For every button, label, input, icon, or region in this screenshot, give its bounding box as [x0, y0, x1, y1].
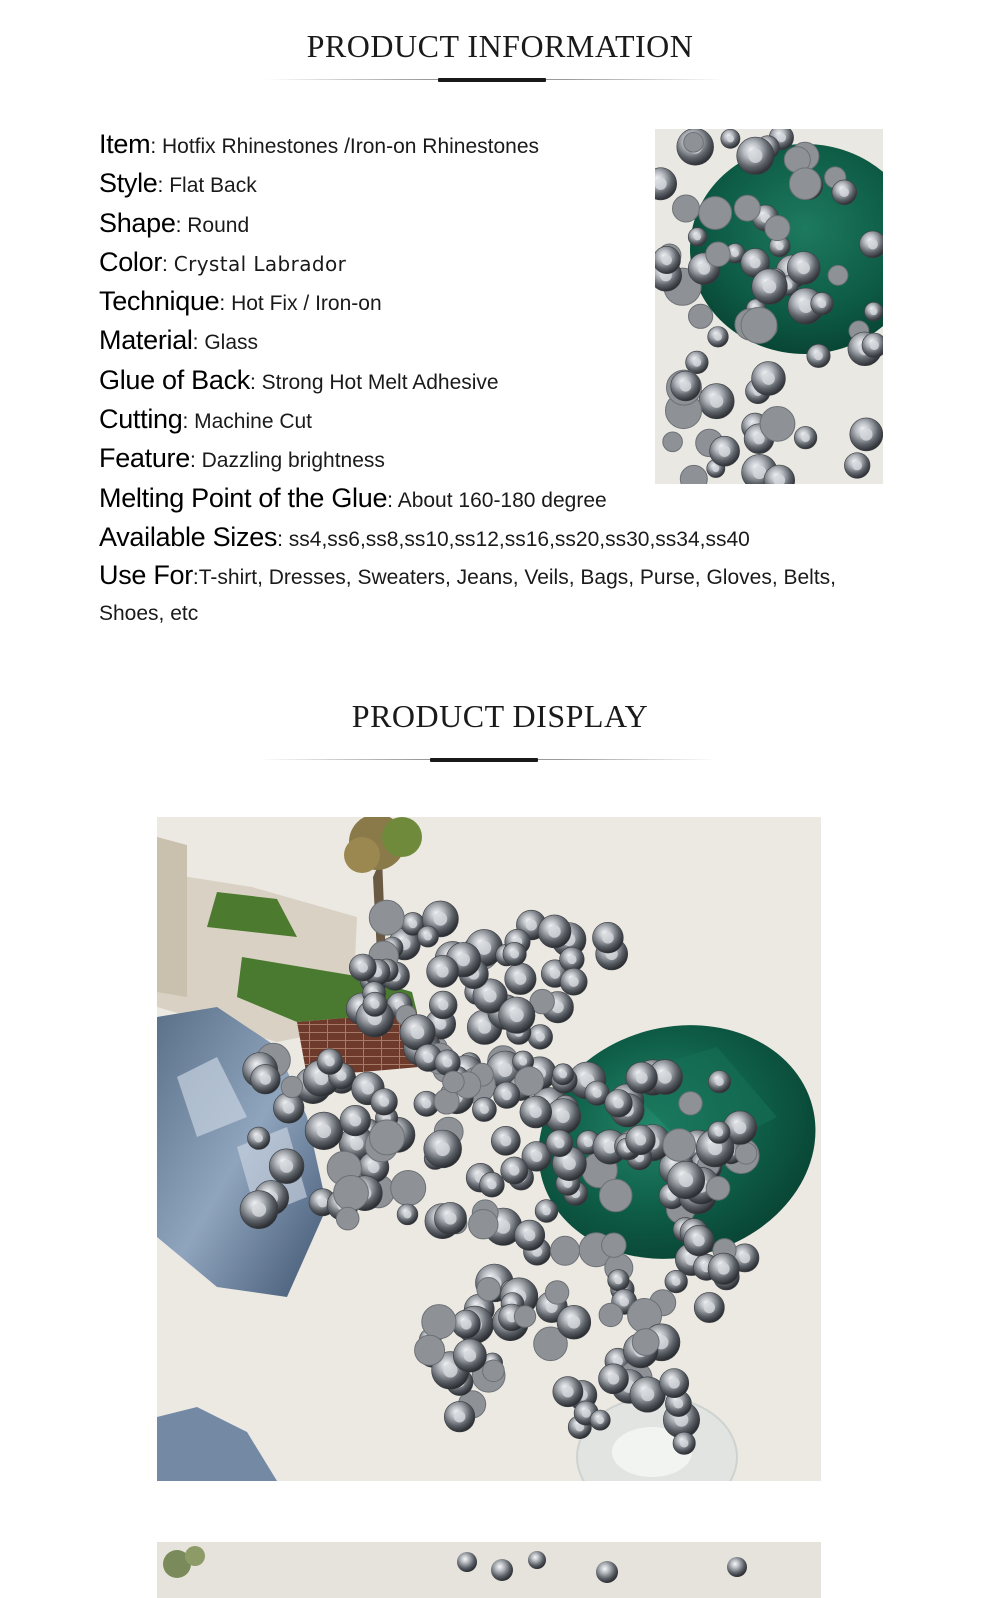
rhinestone [551, 1236, 580, 1265]
spec-key: Material [99, 325, 193, 356]
spec-key: Feature [99, 443, 190, 474]
rhinestone-facet [562, 1386, 573, 1397]
rhinestone-facet [530, 1106, 542, 1118]
spec-value: Round [187, 213, 250, 237]
rhinestone-facet [509, 1165, 519, 1175]
rhinestone-facet [673, 1399, 683, 1409]
rhinestone-facet [457, 953, 470, 966]
rhinestone [469, 1210, 498, 1239]
rhinestone-facet [404, 1210, 412, 1218]
rhinestone-facet [461, 1319, 472, 1330]
rhinestone [422, 1305, 456, 1339]
rhinestone-facet [519, 1057, 527, 1065]
title-divider-accent [438, 78, 546, 82]
rhinestone-facet [514, 973, 526, 985]
rhinestone-facet [614, 1276, 622, 1284]
product-thumbnail-photo [655, 129, 883, 484]
rhinestone-facet [602, 932, 614, 944]
rhinestone-facet [358, 962, 368, 972]
rhinestone-facet [712, 465, 719, 472]
spec-value: Hot Fix / Iron-on [231, 292, 382, 316]
rhinestone-facet [350, 1137, 363, 1150]
rhinestone [599, 1303, 622, 1326]
rhinestone-facet [636, 1072, 648, 1084]
rhinestone-facet [870, 341, 879, 350]
spec-separator: : [162, 252, 174, 276]
rhinestone [706, 242, 730, 266]
rhinestone-facet [852, 461, 862, 471]
rhinestone-facet [254, 1134, 263, 1143]
rhinestone-facet [840, 188, 849, 197]
spec-separator: : [277, 527, 289, 551]
spec-row-melting-point [99, 480, 899, 519]
rhinestone-facet [548, 925, 561, 938]
rhinestone [483, 1360, 505, 1382]
spec-value: Flat Back [169, 174, 257, 198]
rhinestone-facet [734, 1121, 747, 1134]
rhinestone [741, 307, 777, 343]
rhinestone-facet [680, 380, 691, 391]
rhinestone [699, 197, 732, 230]
rhinestone [663, 1129, 696, 1162]
rhinestone-facet [870, 308, 877, 315]
spec-key: Shape [99, 207, 176, 238]
rhinestone-facet [655, 178, 667, 190]
rhinestone [632, 1329, 659, 1356]
spec-value: Crystal Labrador [173, 251, 347, 276]
rhinestone-facet [550, 968, 560, 978]
product-display-photo [157, 817, 821, 1481]
rhinestone-facet [280, 1160, 293, 1173]
rhinestone-facet [777, 133, 786, 142]
spec-separator: : [219, 292, 232, 316]
rhinestone-facet [567, 955, 576, 964]
spec-key: Use For [99, 560, 193, 591]
rhinestone-facet [715, 1128, 723, 1136]
rhinestone-facet [379, 1097, 389, 1107]
rhinestone [391, 1171, 426, 1206]
rhinestone [477, 1278, 500, 1301]
rhinestone-facet [317, 1124, 331, 1138]
rhinestone-facet [510, 950, 519, 959]
rhinestone-facet [693, 358, 702, 367]
rhinestone-facet [672, 1277, 681, 1286]
rhinestone [514, 1306, 535, 1327]
rhinestone-facet [526, 919, 537, 930]
rhinestone-facet [370, 1000, 379, 1009]
rhinestone-facet [613, 1098, 623, 1108]
rhinestone-facet [349, 1115, 361, 1127]
rhinestone-facet [679, 1173, 693, 1187]
rhinestone-facet [762, 372, 775, 385]
rhinestone-facet [693, 1235, 705, 1247]
spec-key: Color [99, 246, 163, 277]
rhinestone [734, 195, 760, 221]
spec-key: Style [99, 168, 158, 199]
rhinestone [443, 1071, 465, 1093]
rhinestone-facet [584, 1138, 593, 1147]
rhinestone-facet [740, 1253, 751, 1264]
rhinestone [735, 1143, 757, 1165]
rhinestone-facet [704, 1302, 715, 1313]
spec-value: Strong Hot Melt Adhesive [261, 370, 499, 394]
rhinestone-facet [283, 1102, 295, 1114]
rhinestone-facet [252, 1202, 266, 1216]
spec-value: Hotfix Rhinestones /Iron-on Rhinestones [161, 135, 540, 158]
rhinestone-facet [443, 1058, 453, 1068]
spec-separator: : [387, 488, 398, 512]
rhinestone-facet [868, 239, 878, 249]
rhinestone-facet [423, 1053, 433, 1063]
rhinestone-facet [487, 1180, 496, 1189]
rhinestone-facet [662, 255, 672, 265]
spec-value: Dazzling brightness [201, 449, 385, 473]
rhinestone-facet [454, 1411, 466, 1423]
rhinestone [828, 265, 848, 285]
rhinestone-facet [669, 1378, 680, 1389]
rhinestone-facet [635, 1134, 646, 1145]
rhinestone-facet [608, 1373, 619, 1384]
rhinestone [599, 1179, 632, 1212]
spec-separator: : [192, 566, 199, 590]
rhinestone-facet [409, 920, 418, 929]
rhinestone-facet [438, 1000, 449, 1011]
spec-row-available-sizes [99, 519, 899, 558]
rhinestone-facet [801, 433, 810, 442]
rhinestone-facet [510, 1008, 524, 1022]
rhinestone-facet [592, 1089, 601, 1098]
rhinestone [602, 1233, 626, 1257]
rhinestone-facet [480, 1105, 489, 1114]
spec-key: Item [99, 129, 151, 159]
rhinestone-facet [443, 1363, 457, 1377]
rhinestone-facet [750, 257, 761, 268]
spec-separator: : [192, 331, 205, 355]
rhinestone-facet [719, 446, 730, 457]
rhinestone-facet [502, 1090, 512, 1100]
rhinestone [545, 1281, 568, 1304]
rhinestone [281, 1076, 302, 1097]
rhinestone-facet [694, 233, 701, 240]
spec-value: ss4,ss6,ss8,ss10,ss12,ss16,ss20,ss30,ss34,ss40 [288, 527, 750, 551]
rhinestone-facet [484, 989, 497, 1002]
rhinestone-facet [698, 263, 710, 275]
rhinestone-facet [325, 1057, 335, 1067]
rhinestone-facet [498, 1063, 512, 1077]
rhinestone-facet [542, 1207, 551, 1216]
spec-value: About 160-180 degree [397, 488, 607, 512]
rhinestone-facet [748, 149, 762, 163]
rhinestone-facet [424, 932, 432, 940]
rhinestone-facet [437, 965, 449, 977]
rhinestone-facet [536, 1032, 545, 1041]
rhinestone [370, 1120, 405, 1155]
spec-row-use-for [99, 558, 889, 633]
spec-value: Glass [204, 331, 258, 355]
rhinestone [689, 304, 713, 328]
rhinestone-facet [524, 1230, 536, 1242]
rhinestone-facet [260, 1074, 271, 1085]
rhinestone [369, 900, 404, 935]
spec-separator: : [189, 449, 202, 473]
spec-key: Technique [99, 286, 220, 317]
rhinestone [336, 1207, 359, 1230]
product-display-title: PRODUCT DISPLAY [351, 698, 649, 734]
spec-separator: : [182, 410, 195, 434]
rhinestone [673, 195, 700, 222]
rhinestone-facet [362, 1082, 374, 1094]
rhinestone [334, 1176, 369, 1211]
rhinestone [760, 407, 795, 442]
spec-key: Cutting [99, 404, 183, 435]
rhinestone [684, 133, 704, 153]
rhinestone-facet [435, 1018, 446, 1029]
rhinestone-facet [317, 1197, 327, 1207]
rhinestone-facet [814, 351, 823, 360]
spec-key: Melting Point of the Glue [99, 482, 388, 513]
spec-value: T-shirt, Dresses, Sweaters, Jeans, Veils, Bags, Purse, Gloves, Belts, Shoes, etc [99, 566, 837, 626]
rhinestone-facet [582, 1409, 591, 1418]
rhinestone-facet [436, 1142, 450, 1156]
rhinestone-facet [337, 1071, 347, 1081]
rhinestone-facet [559, 1070, 567, 1078]
spec-separator: : [157, 174, 170, 198]
rhinestone-facet [368, 1162, 380, 1174]
rhinestone-facet [641, 1388, 654, 1401]
rhinestone-facet [531, 1151, 542, 1162]
rhinestone-facet [411, 1026, 424, 1039]
rhinestone-facet [478, 1021, 491, 1034]
rhinestone-facet [797, 262, 810, 275]
product-display-photo-next [157, 1542, 821, 1598]
rhinestone-facet [563, 1157, 576, 1170]
rhinestone-facet [731, 250, 738, 257]
rhinestone-facet [818, 299, 827, 308]
rhinestone-facet [500, 1135, 511, 1146]
rhinestone [765, 216, 790, 241]
rhinestone-facet [680, 1439, 689, 1448]
rhinestone-facet [569, 977, 579, 987]
rhinestone-facet [753, 433, 764, 444]
rhinestone [663, 432, 683, 452]
rhinestone [415, 1335, 445, 1365]
title-divider-accent [430, 758, 538, 762]
spec-value: Machine Cut [194, 410, 313, 434]
rhinestone-facet [444, 1212, 456, 1224]
spec-key: Glue of Back [99, 364, 250, 395]
rhinestone-facet [619, 1297, 629, 1307]
spec-separator: : [175, 213, 188, 237]
rhinestone-facet [718, 1263, 730, 1275]
rhinestone-facet [763, 280, 777, 294]
rhinestone-facet [434, 912, 448, 926]
spec-separator: : [150, 135, 162, 158]
rhinestone-facet [556, 1110, 569, 1123]
rhinestone-facet [567, 1316, 580, 1329]
rhinestone-facet [860, 428, 873, 441]
rhinestone-facet [422, 1099, 432, 1109]
rhinestone [679, 1092, 702, 1115]
rhinestone [706, 1177, 730, 1201]
rhinestone-facet [464, 1349, 477, 1362]
spec-separator: : [249, 370, 262, 394]
rhinestone-facet [715, 1077, 724, 1086]
rhinestone-facet [554, 1138, 564, 1148]
rhinestone-facet [596, 1416, 604, 1424]
rhinestone-facet [710, 395, 723, 408]
rhinestone-facet [776, 242, 784, 250]
rhinestone-facet [714, 333, 722, 341]
rhinestone-facet [727, 135, 734, 142]
product-information-title: PRODUCT INFORMATION [306, 28, 694, 64]
rhinestone-facet [658, 1070, 671, 1083]
spec-key: Available Sizes [99, 521, 278, 552]
rhinestone [789, 168, 821, 200]
